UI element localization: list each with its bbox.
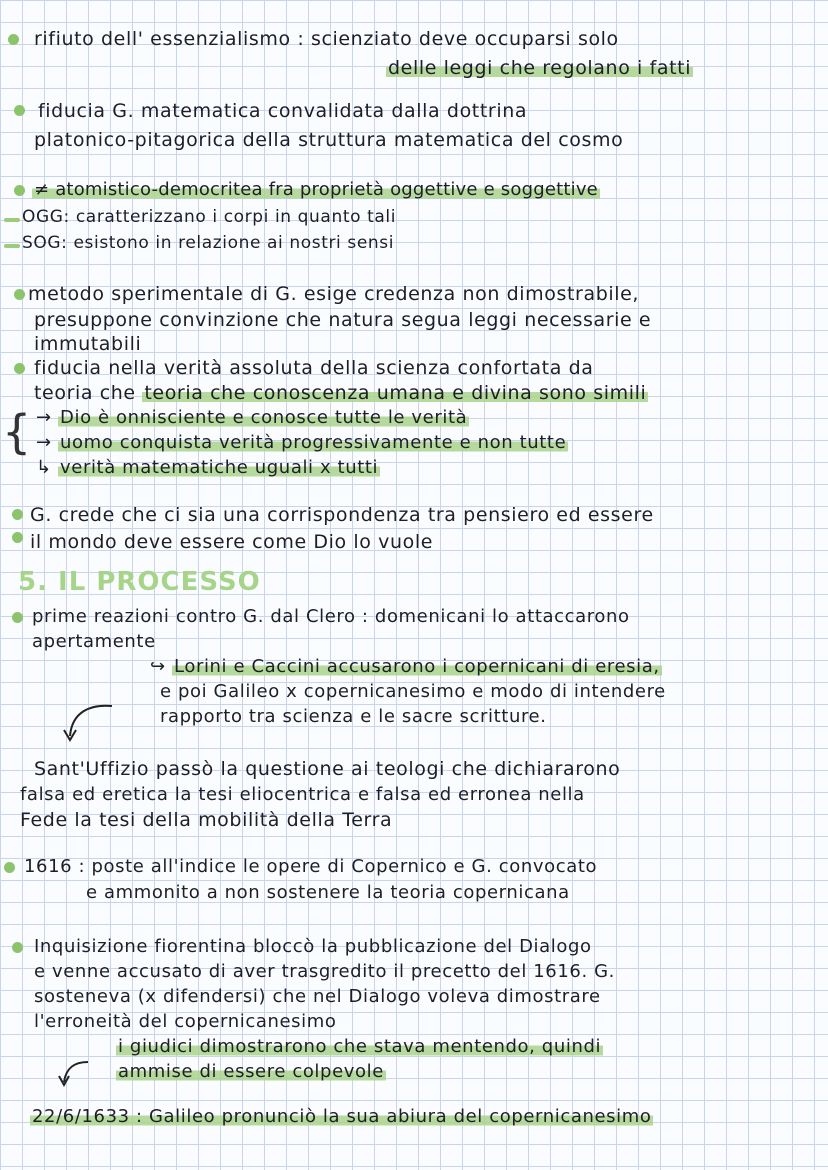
note-line: ≠ atomistico-democritea fra proprietà oggettive e soggettive: [34, 179, 598, 200]
note-line: ↳ verità matematiche uguali x tutti: [36, 457, 379, 478]
note-line: 22/6/1633 : Galileo pronunciò la sua abiura del copernicanesimo: [32, 1106, 652, 1127]
bullet: [12, 532, 23, 543]
note-line: e poi Galileo x copernicanesimo e modo di intendere: [160, 681, 666, 702]
note-line: prime reazioni contro G. dal Clero : domenicani lo attaccarono: [32, 606, 630, 627]
bullet: [8, 34, 19, 45]
note-line: ↪ Lorini e Caccini accusarono i copernicani di eresia,: [150, 656, 660, 677]
bullet: [14, 185, 25, 196]
bullet: [12, 942, 23, 953]
note-line: delle leggi che regolano i fatti: [388, 57, 692, 79]
note-line: rapporto tra scienza e le sacre scritture.: [160, 706, 547, 727]
curved-arrow-icon: [60, 700, 120, 748]
note-line: i giudici dimostrarono che stava mentendo, quindi: [118, 1036, 602, 1057]
note-line: G. crede che ci sia una corrispondenza tra pensiero ed essere: [30, 504, 654, 526]
bullet: [14, 289, 25, 300]
bullet: [12, 509, 23, 520]
note-line: l'erroneità del copernicanesimo: [34, 1011, 337, 1032]
note-line: apertamente: [32, 631, 156, 652]
note-line: Sant'Uffizio passò la questione ai teologi che dichiararono: [34, 758, 621, 780]
note-line: → Dio è onnisciente e conosce tutte le verità: [36, 407, 468, 428]
note-line: il mondo deve essere come Dio lo vuole: [30, 531, 434, 553]
note-line: SOG: esistono in relazione ai nostri sensi: [22, 233, 395, 253]
bullet: [14, 105, 25, 116]
note-line: Fede la tesi della mobilità della Terra: [20, 809, 393, 831]
note-line: e venne accusato di aver trasgredito il precetto del 1616. G.: [34, 961, 615, 982]
bullet: [14, 363, 25, 374]
note-line: teoria che teoria che conoscenza umana e divina sono simili: [34, 382, 647, 404]
note-line: → uomo conquista verità progressivamente e non tutte: [36, 432, 567, 453]
dash-marker: [4, 218, 20, 222]
dash-marker: [4, 244, 20, 248]
bullet: [4, 862, 15, 873]
note-line: rifiuto dell' essenzialismo : scienziato deve occuparsi solo: [34, 28, 619, 50]
note-line: 1616 : poste all'indice le opere di Copernico e G. convocato: [24, 856, 598, 877]
note-line: fiducia G. matematica convalidata dalla dottrina: [38, 100, 528, 122]
curved-arrow-icon: [54, 1058, 94, 1088]
section-title: 5. IL PROCESSO: [18, 567, 261, 597]
note-line: falsa ed eretica la tesi eliocentrica e falsa ed erronea nella: [20, 784, 585, 805]
note-line: platonico-pitagorica della struttura matematica del cosmo: [34, 129, 624, 151]
note-line: ammise di essere colpevole: [118, 1061, 384, 1082]
note-line: presuppone convinzione che natura segua leggi necessarie e: [34, 309, 652, 331]
bullet: [12, 612, 23, 623]
note-line: e ammonito a non sostenere la teoria copernicana: [86, 882, 570, 903]
note-line: OGG: caratterizzano i corpi in quanto tali: [22, 207, 397, 227]
note-line: fiducia nella verità assoluta della scienza confortata da: [34, 357, 594, 379]
brace-icon: {: [2, 405, 32, 459]
note-line: sosteneva (x difendersi) che nel Dialogo voleva dimostrare: [34, 986, 601, 1007]
note-line: Inquisizione fiorentina bloccò la pubblicazione del Dialogo: [34, 936, 592, 957]
note-line: metodo sperimentale di G. esige credenza non dimostrabile,: [28, 283, 640, 305]
note-line: immutabili: [34, 333, 142, 355]
